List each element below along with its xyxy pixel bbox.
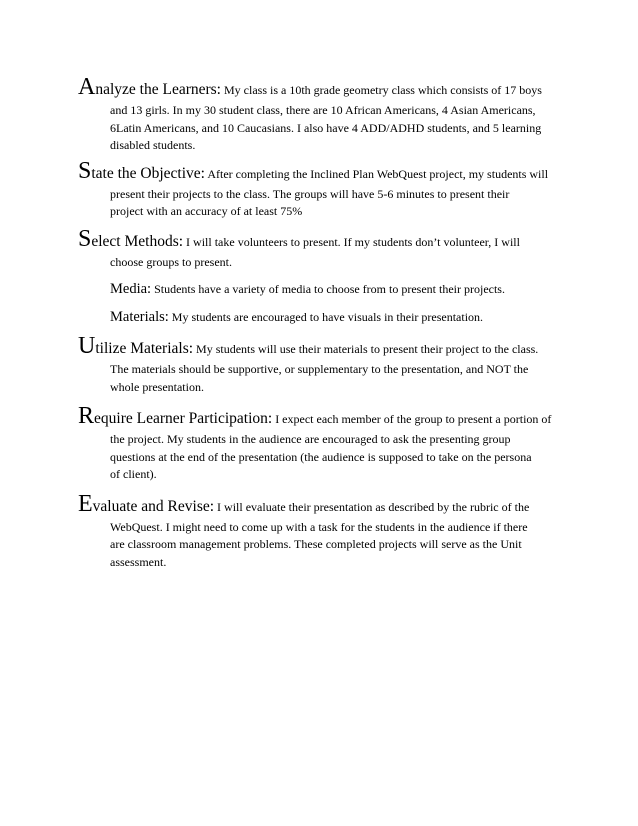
section-heading-text: nalyze the Learners:	[95, 81, 221, 98]
section-first-line	[78, 74, 558, 100]
section-heading	[78, 225, 184, 252]
section-heading-text: equire Learner Participation:	[94, 410, 273, 427]
section-initial: S	[78, 225, 92, 252]
section-heading-text: elect Methods:	[91, 232, 184, 250]
section-evaluate-revise	[78, 490, 558, 572]
body-line: 6Latin Americans, and 10 Caucasians. I also have 4 ADD/ADHD students, and 5 learning	[110, 120, 542, 135]
subsection-media	[78, 280, 558, 298]
body-line: and 13 girls. In my 30 student class, there are 10 African Americans, 4 Asian Americans,	[110, 103, 536, 117]
body-line: WebQuest. I might need to come up with a task for the students in the audience if there	[110, 519, 528, 534]
section-first-line	[78, 333, 558, 359]
section-heading-text: valuate and Revise:	[92, 497, 215, 515]
section-require-participation	[78, 403, 558, 484]
section-select-methods	[78, 225, 558, 272]
section-first-line	[78, 157, 558, 184]
body-line: are classroom management problems. These completed projects will serve as the Unit	[110, 537, 522, 551]
section-body	[78, 431, 558, 484]
subsection-heading: Materials:	[110, 309, 169, 325]
section-heading	[78, 74, 221, 100]
section-heading	[78, 157, 205, 184]
section-heading	[78, 490, 215, 517]
section-initial: E	[78, 490, 93, 517]
section-initial: A	[78, 74, 96, 100]
section-body-first-line: I expect each member of the group to present a portion of	[272, 412, 552, 426]
section-body-first-line: My students will use their materials to present their project to the class.	[193, 342, 539, 356]
section-heading-text: tate the Objective:	[91, 164, 205, 182]
section-analyze-learners	[78, 74, 558, 155]
section-body	[78, 254, 558, 272]
section-body-first-line: After completing the Inclined Plan WebQuest project, my students will	[204, 166, 549, 181]
section-first-line	[78, 490, 558, 517]
body-line: questions at the end of the presentation (the audience is supposed to take on the persona	[110, 449, 532, 464]
section-heading-text: tilize Materials:	[95, 340, 194, 357]
subsection-text: My students are encouraged to have visuals in their presentation.	[168, 310, 484, 324]
section-initial: R	[78, 403, 95, 429]
body-line: whole presentation.	[110, 379, 204, 394]
body-line: choose groups to present.	[110, 254, 232, 269]
section-body	[78, 186, 558, 221]
body-line: present their projects to the class. The groups will have 5-6 minutes to present their	[110, 186, 510, 201]
section-body-first-line: I will evaluate their presentation as described by the rubric of the	[214, 499, 530, 514]
section-first-line	[78, 403, 558, 429]
subsection-heading: Media:	[110, 281, 152, 297]
body-line: disabled students.	[110, 138, 196, 152]
body-line: of client).	[110, 467, 157, 481]
body-line: the project. My students in the audience are encouraged to ask the presenting group	[110, 432, 511, 446]
body-line: project with an accuracy of at least 75%	[110, 204, 303, 218]
section-body-first-line: My class is a 10th grade geometry class which consists of 17 boys	[221, 83, 542, 97]
section-first-line	[78, 225, 558, 252]
section-heading	[78, 333, 194, 359]
body-line: The materials should be supportive, or supplementary to the presentation, and NOT the	[110, 362, 529, 376]
subsection-materials	[78, 308, 558, 326]
section-body	[78, 102, 558, 155]
section-utilize-materials	[78, 333, 558, 396]
section-initial: S	[78, 157, 92, 184]
section-state-objective	[78, 157, 558, 221]
section-body-first-line: I will take volunteers to present. If my students don’t volunteer, I will	[183, 234, 520, 249]
section-initial: U	[78, 333, 96, 359]
section-body	[78, 361, 558, 396]
subsection-text: Students have a variety of media to choose from to present their projects.	[151, 282, 505, 296]
section-body	[78, 519, 558, 572]
document-page	[78, 74, 558, 571]
body-line: assessment.	[110, 554, 167, 569]
section-heading	[78, 403, 273, 429]
